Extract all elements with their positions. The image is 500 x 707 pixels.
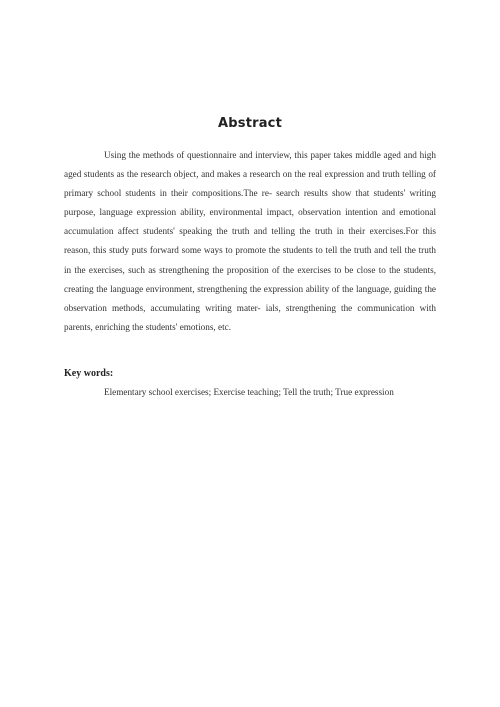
abstract-paragraph: Using the methods of questionnaire and interview, this paper takes middle aged and high aged students as the research object, and makes a research on the real expression and truth telling of primary school students in their compositions.The re- search results show that students' writing purpose, language expression ability, environmental impact, observation intention and emotional accumulation affect students' speaking the truth and telling the truth in their exercises.For this reason, this study puts forward some ways to promote the students to tell the truth and tell the truth in the exercises, such as strengthening the proposition of the exercises to be close to the students, creating the language environment, strengthening the expression ability of the language, guiding the observation methods, accumulating writing mater- ials, strengthening the communication with parents, enriching the students' emotions, etc. (64, 150, 436, 332)
abstract-title: Abstract (217, 116, 283, 131)
keywords-list: Elementary school exercises; Exercise teaching; Tell the truth; True expression (104, 387, 394, 397)
keywords-heading: Key words: (64, 368, 114, 379)
